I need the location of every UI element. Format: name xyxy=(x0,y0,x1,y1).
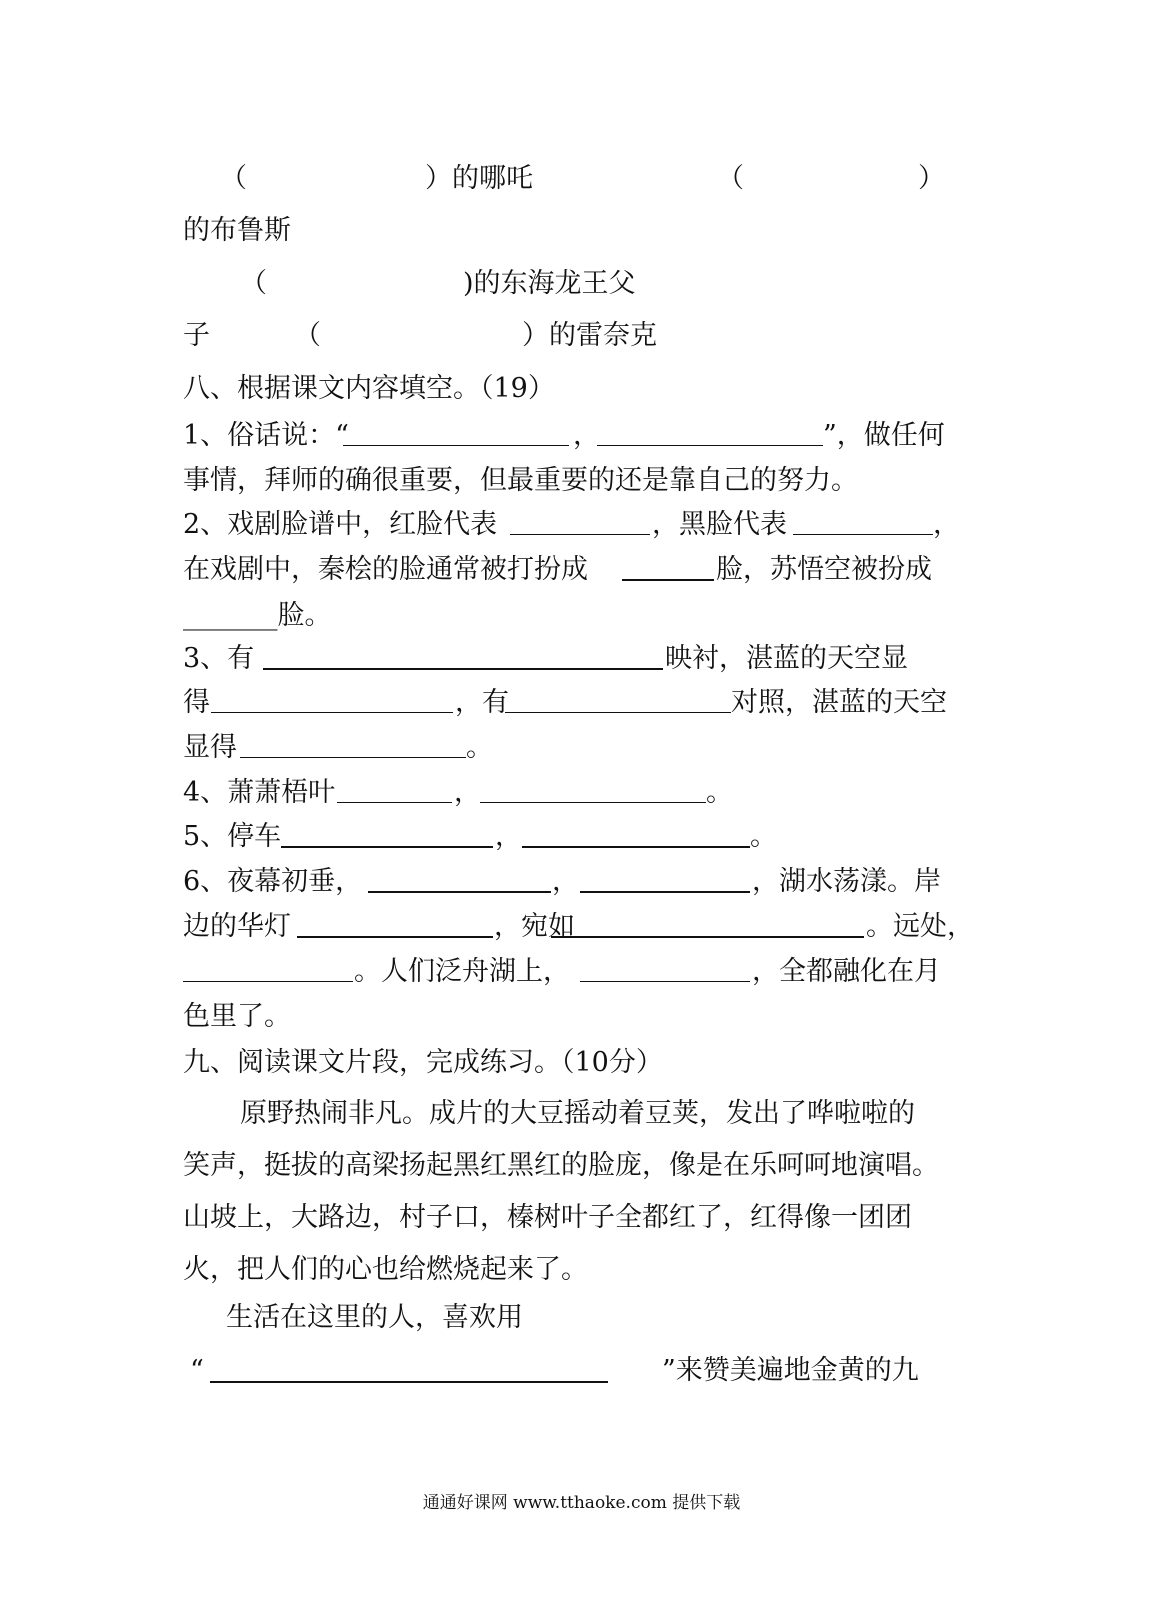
text: 显得 xyxy=(183,732,237,763)
text: ， xyxy=(454,777,481,808)
text: “ xyxy=(190,1355,204,1386)
text: （ xyxy=(220,163,247,194)
text: ， xyxy=(573,420,600,451)
text: 。远处， xyxy=(866,911,974,942)
blank xyxy=(263,643,663,670)
blank xyxy=(622,554,714,581)
text: 映衬，湛蓝的天空显 xyxy=(665,643,908,674)
blank xyxy=(240,732,466,758)
blank xyxy=(480,777,706,803)
blank xyxy=(211,687,453,713)
blank xyxy=(343,420,569,446)
text: （ xyxy=(717,163,744,194)
text: 在戏剧中，秦桧的脸通常被打扮成 xyxy=(183,554,588,585)
text: 子 xyxy=(183,320,210,351)
text: ， xyxy=(552,866,579,897)
text: 1、俗话说：“ xyxy=(183,420,349,451)
text: 5、停车 xyxy=(183,821,282,852)
blank xyxy=(793,509,933,535)
paragraph-line: 笑声，挺拔的高梁扬起黑红黑红的脸庞，像是在乐呵呵地演唱。 xyxy=(183,1150,939,1181)
text: 4、萧萧梧叶 xyxy=(183,777,336,808)
text: ， xyxy=(933,509,960,540)
text: 色里了。 xyxy=(183,1001,291,1032)
text: ”，做任何 xyxy=(823,420,945,451)
text: 对照，湛蓝的天空 xyxy=(731,687,947,718)
blank xyxy=(597,420,823,446)
text: )的东海龙王父 xyxy=(463,268,636,299)
text: 脸，苏悟空被扮成 xyxy=(716,554,932,585)
text: 。 xyxy=(706,777,733,808)
blank xyxy=(297,911,493,938)
blank xyxy=(337,777,452,803)
blank xyxy=(522,821,750,848)
blank xyxy=(580,866,750,893)
text: 。 xyxy=(750,821,777,852)
text: _______脸。 xyxy=(183,600,332,631)
blank xyxy=(210,1356,608,1383)
section-heading: 九、阅读课文片段，完成练习。（10分） xyxy=(183,1047,663,1078)
text: 2、戏剧脸谱中，红脸代表 xyxy=(183,509,498,540)
paragraph-line: 火，把人们的心也给燃烧起来了。 xyxy=(183,1254,588,1285)
blank xyxy=(551,911,864,938)
blank xyxy=(281,821,493,848)
text: 的布鲁斯 xyxy=(183,215,291,246)
text: ”来赞美遍地金黄的九 xyxy=(662,1355,919,1386)
blank xyxy=(580,956,750,982)
section-heading: 八、根据课文内容填空。（19） xyxy=(183,373,555,404)
text: ）的哪吒 xyxy=(425,163,533,194)
text: ，湖水荡漾。岸 xyxy=(752,866,941,897)
text: ，有 xyxy=(455,687,509,718)
text: 6、夜幕初垂， xyxy=(183,866,363,897)
footer: 通通好课网 www.tthaoke.com 提供下载 xyxy=(422,1493,741,1513)
text: 3、有 xyxy=(183,643,255,674)
paragraph-line: 山坡上，大路边，村子口，榛树叶子全都红了，红得像一团团 xyxy=(183,1202,912,1233)
text: ，宛如 xyxy=(494,911,575,942)
blank xyxy=(368,866,551,893)
blank xyxy=(183,956,353,982)
text: 得 xyxy=(183,687,210,718)
text: 边的华灯 xyxy=(183,911,291,942)
text: 事情，拜师的确很重要，但最重要的还是靠自己的努力。 xyxy=(183,465,858,496)
blank xyxy=(510,509,650,535)
blank xyxy=(505,687,731,713)
text: ，黑脸代表 xyxy=(652,509,787,540)
text: 。人们泛舟湖上， xyxy=(354,956,570,987)
text: ， xyxy=(495,821,522,852)
text: ，全都融化在月 xyxy=(752,956,941,987)
text: （ xyxy=(240,268,267,299)
paragraph-line: 原野热闹非凡。成片的大豆摇动着豆荚，发出了哗啦啦的 xyxy=(240,1098,915,1129)
paragraph-line: 生活在这里的人，喜欢用 xyxy=(226,1302,523,1333)
text: 。 xyxy=(466,732,493,763)
text: （ xyxy=(294,320,321,351)
text: ） xyxy=(918,163,945,194)
text: ）的雷奈克 xyxy=(522,320,657,351)
